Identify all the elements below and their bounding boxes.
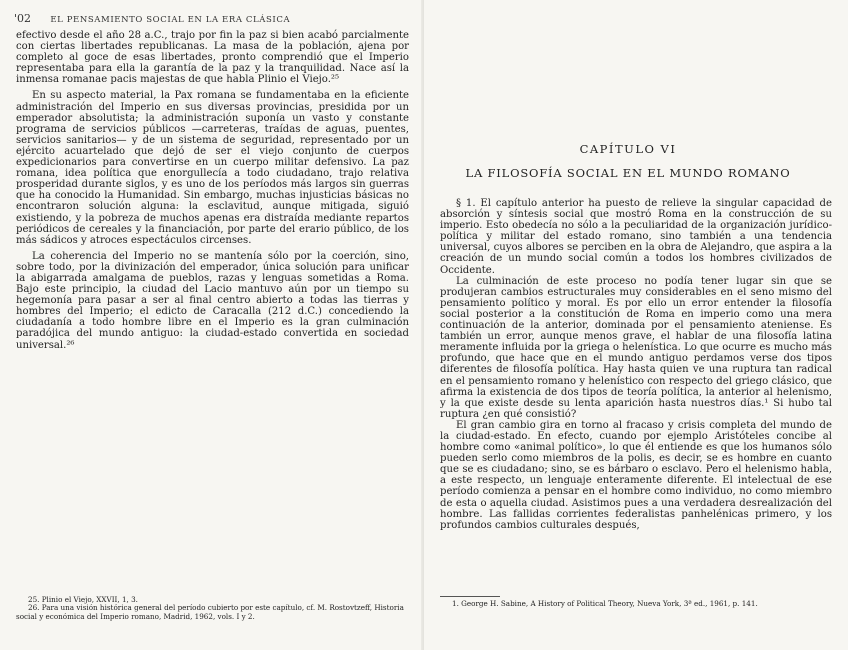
left-paragraph-2: En su aspecto material, la Pax romana se fundamentaba en la eficiente administración del Imperio en sus diversas provincias, presidida por un emperador absolutista; la administración suponía un vasto y constante programa de servicios públicos —carreteras, traídas de aguas, puentes, servicios sanitarios— y de un sistema de seguridad, representado por un ejército acuartelado que dejó de ser el viejo conjunto de cuerpos expedicionarios para convertirse en un cuerpo militar defensivo. La paz romana, idea política que enorgullecía a todo ciudadano, trajo relativa prosperidad durante siglos, y es uno de los períodos más largos sin guerras que ha conocido la Humanidad. Sin embargo, muchas injusticias básicas no encontraron solución alguna: la esclavitud, aunque mitigada, siguió existiendo, y la pobreza de muchos apenas era distraída mediante repartos periódicos de cereales y la financiación, por parte del erario público, de los más sádicos y atroces espectáculos circenses. [16, 90, 409, 246]
left-page-number: '02 [14, 12, 32, 25]
right-footnotes [440, 600, 832, 608]
chapter-title: LA FILOSOFÍA SOCIAL EN EL MUNDO ROMANO [465, 166, 791, 180]
left-body-text [16, 30, 409, 351]
left-paragraph-1: efectivo desde el año 28 a.C., trajo por fin la paz si bien acabó parcialmente con ciertas libertades republicanas. La masa de la población, ajena por completo al goce de esas libertades, pronto comprendió que el Imperio representaba para ella la garantía de la paz y la tranquilidad. Nace así la inmensa romanae pacis majestas de que habla Plinio el Viejo.²⁵ [16, 30, 409, 86]
right-body-text [440, 198, 832, 531]
left-paragraph-3: La coherencia del Imperio no se mantenía sólo por la coerción, sino, sobre todo, por la divinización del emperador, única solución para unificar la abigarrada amalgama de pueblos, razas y lenguas sometidas a Roma. Bajo este principio, la ciudad del Lacio mantuvo aún por un tiempo su hegemonía para pasar a ser al final centro abierto a todas las tierras y hombres del Imperio; el edicto de Caracalla (212 d.C.) concediendo la ciudadanía a todo hombre libre en el Imperio es la gran culminación paradójica del mundo antiguo: la ciudad-estado convertida en sociedad universal.²⁶ [16, 250, 409, 351]
left-footnote-26: 26. Para una visión histórica general del período cubierto por este capítulo, cf. M. Rostovtzeff, Historia social y económica del Imperio romano, Madrid, 1962, vols. I y 2. [16, 603, 404, 621]
left-footnote-25: 25. Plinio el Viejo, XXVII, 1, 3. [28, 595, 138, 604]
chapter-label: CAPÍTULO VI [579, 142, 677, 156]
right-paragraph-2: La culminación de este proceso no podía tener lugar sin que se produjeran cambios estructurales muy considerables en el seno mismo del pensamiento político y moral. Es por ello un error entender la filosofía social posterior a la constitución de Roma en imperio como una mera continuación de la anterior, dominada por el pensamiento ateniense. Es también un error, aunque menos grave, el hablar de una filosofía latina meramente influida por la griega o helenística. Lo que ocurre es mucho más profundo, que hace que en el mundo antiguo perdamos verse dos tipos diferentes de filosofía política. Hay hasta quien ve una ruptura tan radical en el pensamiento romano y helenístico con respecto del griego clásico, que afirma la existencia de dos tipos de teoría política, la anterior al helenismo, y la que existe desde su lenta aparición hasta nuestros días.¹ Si hubo tal ruptura ¿en qué consistió? [440, 275, 832, 420]
left-running-head-title: EL PENSAMIENTO SOCIAL EN LA ERA CLÁSICA [50, 15, 291, 25]
left-footnotes [16, 596, 409, 621]
right-paragraph-1: § 1. El capítulo anterior ha puesto de relieve la singular capacidad de absorción y síntesis social que mostró Roma en la construcción de su imperio. Esto obedecía no sólo a la peculiaridad de la organización jurídico-política y militar del estado romano, sino también a una tendencia universal, cuyos albores se perciben en la obra de Alejandro, que aspira a la creación de un mundo social común a todos los hombres civilizados de Occidente. [440, 198, 832, 276]
footnote-rule [440, 596, 500, 597]
right-footnote-1: 1. George H. Sabine, A History of Political Theory, Nueva York, 3ª ed., 1961, p. 141. [452, 599, 758, 608]
right-paragraph-3: El gran cambio gira en torno al fracaso y crisis completa del mundo de la ciudad-estado. En efecto, cuando por ejemplo Aristóteles concibe al hombre como «animal político», lo que él entiende es que los humanos sólo pueden serlo como miembros de la polis, es decir, se es hombre en cuanto que se es ciudadano; sino, se es bárbaro o esclavo. Pero el helenismo habla, a este respecto, un lenguaje enteramente diferente. El intelectual de ese período comienza a pensar en el hombre como individuo, no como miembro de esta o aquella ciudad. Asistimos pues a una verdadera desrealización del hombre. Las fallidas corrientes federalistas panhelénicas primero, y los profundos cambios culturales después, [440, 419, 832, 531]
left-running-head [14, 12, 409, 25]
